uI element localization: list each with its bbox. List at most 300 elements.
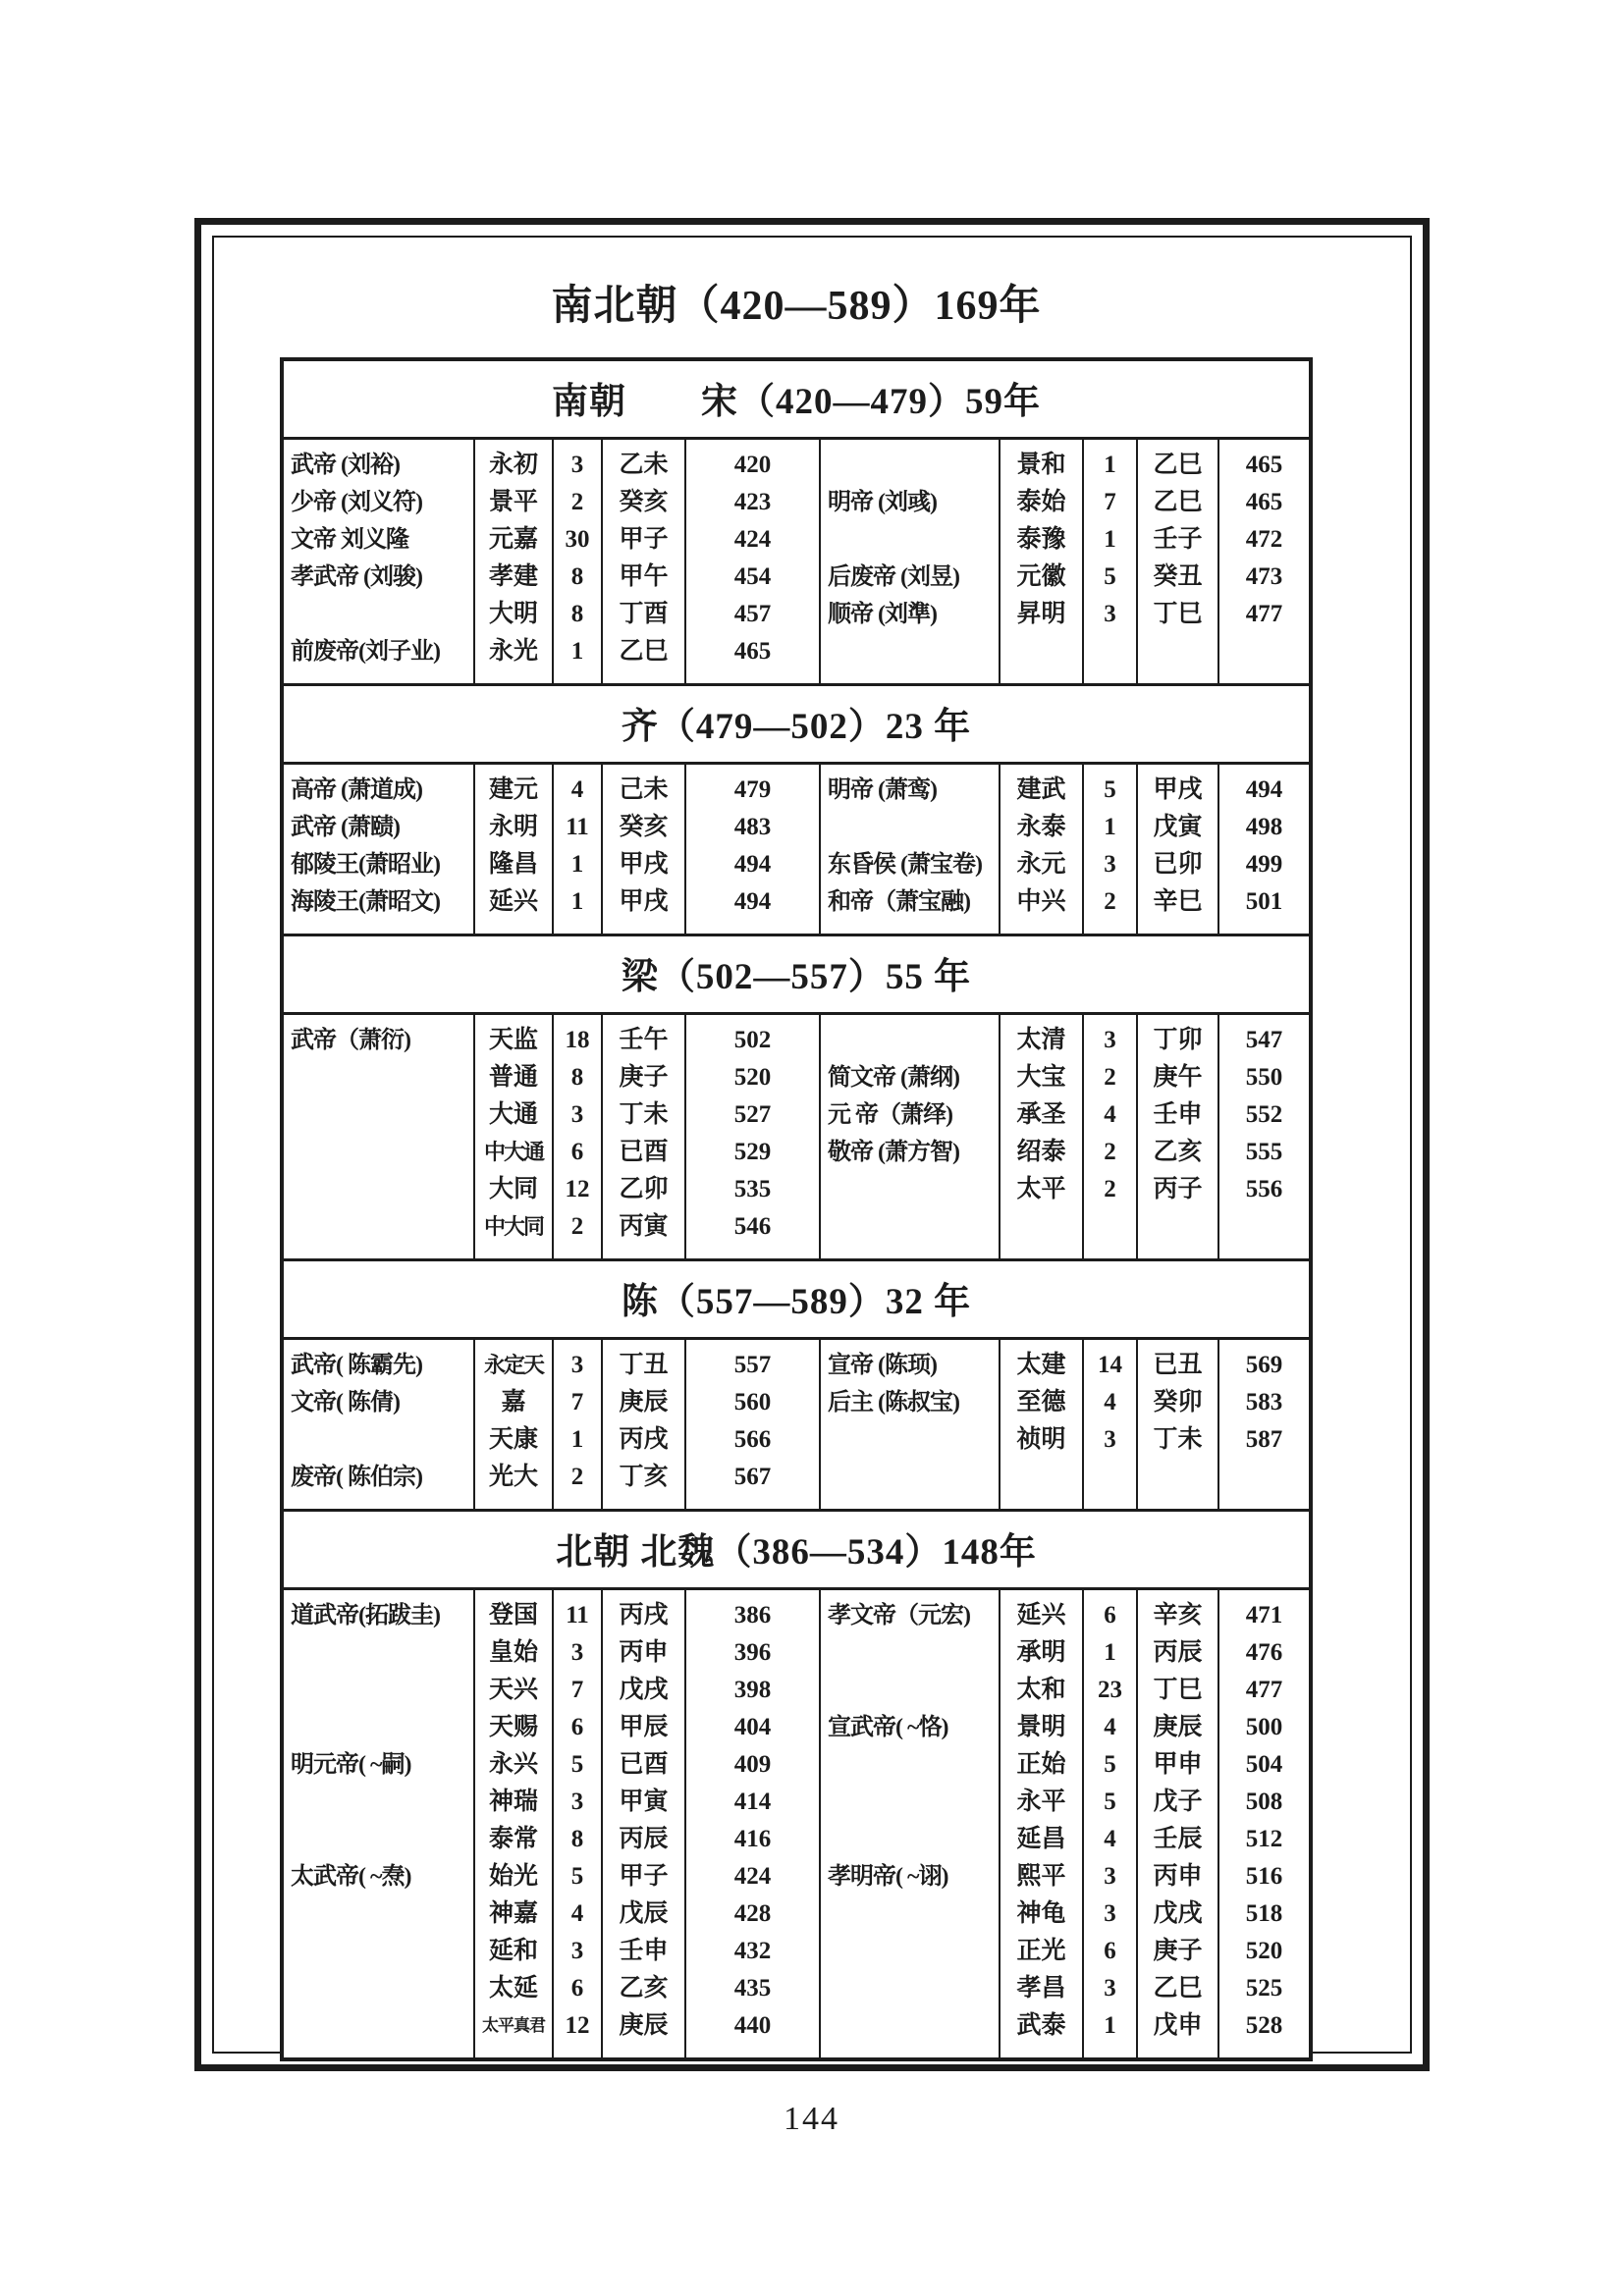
ganzhi-cell: 乙卯 [619, 1176, 669, 1202]
era-cell: 神瑞 [488, 1789, 538, 1815]
emperor-cell [284, 1421, 473, 1459]
year-cell: 550 [1245, 1064, 1283, 1091]
year-cell: 587 [1245, 1426, 1283, 1453]
num-column [1082, 1590, 1136, 2057]
num-cell: 3 [570, 1639, 584, 1666]
ganzhi-cell: 乙巳 [1153, 1975, 1203, 2002]
era-cell: 景平 [488, 489, 538, 515]
emperor-cell [821, 1821, 999, 1858]
emperor-cell [821, 1421, 999, 1459]
emperor-column [819, 1340, 999, 1509]
year-cell: 529 [733, 1139, 772, 1165]
era-cell: 大同 [488, 1176, 538, 1202]
emperor-cell [821, 1672, 999, 1709]
beiwei-left-half [284, 1590, 819, 2057]
year-cell: 552 [1245, 1101, 1283, 1128]
era-cell: 承圣 [1016, 1101, 1066, 1128]
ganzhi-column [1136, 1590, 1217, 2057]
num-cell: 6 [570, 1139, 584, 1165]
year-column [684, 440, 819, 683]
qi-right-half [819, 765, 1309, 934]
num-cell: 2 [570, 1213, 584, 1240]
emperor-cell: 前废帝(刘子业) [291, 639, 440, 665]
num-cell: 1 [570, 888, 584, 915]
emperor-column [284, 1590, 473, 2057]
era-cell: 神龟 [1016, 1900, 1066, 1927]
year-cell: 471 [1245, 1602, 1283, 1629]
year-cell: 440 [733, 2012, 772, 2039]
num-cell: 14 [1098, 1352, 1122, 1378]
ganzhi-column [601, 1340, 684, 1509]
emperor-cell: 明帝 (萧鸾) [828, 777, 937, 803]
emperor-cell: 明帝 (刘彧) [828, 490, 937, 515]
ganzhi-cell: 丙申 [1153, 1863, 1203, 1890]
section-beiwei [284, 1509, 1309, 2057]
emperor-cell: 后主 (陈叔宝) [828, 1390, 959, 1415]
num-cell: 1 [1104, 452, 1116, 478]
emperor-cell: 少帝 (刘义符) [291, 490, 422, 515]
year-column [1217, 1340, 1309, 1509]
emperor-cell [821, 2007, 999, 2045]
year-cell: 428 [733, 1900, 772, 1927]
emperor-cell: 高帝 (萧道成) [291, 777, 422, 803]
year-cell: 547 [1245, 1027, 1283, 1053]
num-cell: 2 [1104, 1139, 1116, 1165]
year-cell: 476 [1245, 1639, 1283, 1666]
num-cell: 12 [565, 2012, 590, 2039]
emperor-cell [821, 1784, 999, 1821]
ganzhi-column [601, 1015, 684, 1258]
ganzhi-cell: 已卯 [1153, 851, 1203, 878]
year-cell: 454 [733, 563, 772, 590]
era-column [473, 1340, 552, 1509]
era-cell: 昇明 [1016, 601, 1066, 627]
emperor-cell [821, 1970, 999, 2007]
emperor-cell: 宣武帝( ~恪) [828, 1715, 948, 1740]
emperor-cell [821, 1896, 999, 1933]
era-cell: 永兴 [488, 1751, 538, 1778]
num-column [552, 765, 601, 934]
year-cell: 457 [733, 601, 772, 627]
num-column [552, 440, 601, 683]
year-cell: 525 [1245, 1975, 1283, 2002]
year-cell: 386 [733, 1602, 772, 1629]
ganzhi-column [1136, 1015, 1217, 1258]
num-cell: 30 [565, 526, 590, 553]
ganzhi-cell: 丙辰 [619, 1826, 669, 1852]
ganzhi-cell: 戊辰 [619, 1900, 669, 1927]
ganzhi-cell: 戊戌 [619, 1677, 669, 1703]
ganzhi-cell: 丙寅 [619, 1213, 669, 1240]
num-cell: 18 [565, 1027, 590, 1053]
num-cell: 8 [570, 601, 584, 627]
year-cell: 396 [733, 1639, 772, 1666]
era-cell: 太延 [488, 1975, 538, 2002]
era-column [999, 1340, 1082, 1509]
emperor-cell [284, 1634, 473, 1672]
ganzhi-cell: 已丑 [1153, 1352, 1203, 1378]
era-column [473, 1590, 552, 2057]
year-cell: 424 [733, 1863, 772, 1890]
emperor-column [819, 440, 999, 683]
num-cell: 4 [1104, 1826, 1116, 1852]
ganzhi-cell: 戊子 [1153, 1789, 1203, 1815]
era-cell: 永定天 [483, 1353, 543, 1377]
year-cell: 414 [733, 1789, 772, 1815]
emperor-column [284, 765, 473, 934]
num-column [552, 1590, 601, 2057]
emperor-cell: 武帝（萧衍) [291, 1028, 410, 1053]
year-cell: 472 [1245, 526, 1283, 553]
num-cell: 1 [570, 851, 584, 878]
ganzhi-cell: 辛亥 [1153, 1602, 1203, 1629]
ganzhi-cell: 甲辰 [619, 1714, 669, 1740]
num-column [1082, 1015, 1136, 1258]
era-cell: 孝昌 [1016, 1975, 1066, 2002]
ganzhi-cell: 甲寅 [619, 1789, 669, 1815]
emperor-cell [284, 1208, 473, 1246]
emperor-cell: 道武帝(拓跋圭) [291, 1603, 440, 1629]
num-cell: 1 [570, 1426, 584, 1453]
era-cell: 元徽 [1016, 563, 1066, 590]
ganzhi-cell: 已酉 [619, 1751, 669, 1778]
page-number: 144 [784, 2101, 839, 2137]
emperor-cell: 东昏侯 (萧宝卷) [828, 852, 982, 878]
ganzhi-cell: 丙申 [619, 1639, 669, 1666]
year-cell: 465 [1245, 489, 1283, 515]
era-cell: 天兴 [488, 1677, 538, 1703]
emperor-cell [821, 1634, 999, 1672]
ganzhi-column [601, 1590, 684, 2057]
era-cell: 中大通 [483, 1140, 543, 1164]
emperor-cell [821, 1022, 999, 1059]
year-column [684, 1590, 819, 2057]
ganzhi-cell: 甲申 [1153, 1751, 1203, 1778]
era-cell: 至德 [1016, 1389, 1066, 1415]
emperor-cell: 孝明帝( ~诩) [828, 1864, 948, 1890]
emperor-cell: 太武帝( ~焘) [291, 1864, 411, 1890]
num-cell: 1 [1104, 814, 1116, 840]
ganzhi-cell: 戊寅 [1153, 814, 1203, 840]
emperor-column [819, 1015, 999, 1258]
year-cell: 409 [733, 1751, 772, 1778]
emperor-cell: 和帝（萧宝融) [828, 889, 970, 915]
ganzhi-cell: 丁巳 [1153, 1677, 1203, 1703]
num-cell: 5 [570, 1751, 584, 1778]
era-cell: 正始 [1016, 1751, 1066, 1778]
song-left-half [284, 440, 819, 683]
num-cell: 8 [570, 1826, 584, 1852]
year-cell: 535 [733, 1176, 772, 1202]
page-content [280, 273, 1313, 2061]
num-cell: 4 [570, 776, 584, 803]
era-column [473, 440, 552, 683]
year-cell: 465 [1245, 452, 1283, 478]
ganzhi-cell: 壬子 [1153, 526, 1203, 553]
song-right-half [819, 440, 1309, 683]
era-cell: 太平真君 [482, 2016, 545, 2035]
era-cell: 绍泰 [1016, 1139, 1066, 1165]
era-cell: 天监 [488, 1027, 538, 1053]
year-cell: 423 [733, 489, 772, 515]
num-column [1082, 440, 1136, 683]
era-cell: 承明 [1016, 1639, 1066, 1666]
emperor-cell: 文帝 刘义隆 [291, 527, 408, 553]
era-cell: 神嘉 [488, 1900, 538, 1927]
num-cell: 23 [1098, 1677, 1122, 1703]
year-cell: 546 [733, 1213, 772, 1240]
era-cell: 天康 [488, 1426, 538, 1453]
num-cell: 3 [1104, 1975, 1116, 2002]
year-cell: 494 [1245, 776, 1283, 803]
num-cell: 1 [1104, 1639, 1116, 1666]
ganzhi-cell: 癸卯 [1153, 1389, 1203, 1415]
num-cell: 3 [1104, 601, 1116, 627]
era-cell: 中大同 [483, 1214, 543, 1239]
emperor-column [284, 440, 473, 683]
emperor-cell [284, 1134, 473, 1171]
year-column [1217, 765, 1309, 934]
ganzhi-cell: 乙巳 [1153, 452, 1203, 478]
num-cell: 6 [1104, 1938, 1116, 1964]
emperor-cell: 废帝( 陈伯宗) [291, 1465, 422, 1490]
ganzhi-cell: 壬辰 [1153, 1826, 1203, 1852]
ganzhi-cell: 戊申 [1153, 2012, 1203, 2039]
emperor-cell [821, 447, 999, 484]
year-cell: 435 [733, 1975, 772, 2002]
section-title-qi: 齐（479—502）23 年 [284, 686, 1309, 765]
num-cell: 5 [1104, 776, 1116, 803]
emperor-cell [284, 1933, 473, 1970]
ganzhi-cell: 丁巳 [1153, 601, 1203, 627]
ganzhi-cell: 丙辰 [1153, 1639, 1203, 1666]
year-cell: 432 [733, 1938, 772, 1964]
era-cell: 泰豫 [1016, 526, 1066, 553]
ganzhi-cell: 壬申 [619, 1938, 669, 1964]
num-cell: 3 [1104, 1426, 1116, 1453]
num-cell: 3 [1104, 1863, 1116, 1890]
num-cell: 6 [1104, 1602, 1116, 1629]
emperor-cell [284, 1672, 473, 1709]
ganzhi-cell: 乙未 [619, 452, 669, 478]
era-column [999, 1015, 1082, 1258]
era-column [999, 765, 1082, 934]
section-title-beiwei: 北朝 北魏（386—534）148年 [284, 1512, 1309, 1590]
chen-right-half [819, 1340, 1309, 1509]
emperor-cell: 郁陵王(萧昭业) [291, 852, 440, 878]
emperor-cell: 海陵王(萧昭文) [291, 889, 440, 915]
ganzhi-cell: 壬午 [619, 1027, 669, 1053]
num-cell: 2 [1104, 1064, 1116, 1091]
year-column [1217, 1590, 1309, 2057]
chen-left-half [284, 1340, 819, 1509]
era-cell: 永光 [488, 638, 538, 665]
era-cell: 太平 [1016, 1176, 1066, 1202]
liang-right-half [819, 1015, 1309, 1258]
num-cell: 4 [1104, 1389, 1116, 1415]
num-cell: 5 [1104, 1751, 1116, 1778]
ganzhi-cell: 丁卯 [1153, 1027, 1203, 1053]
era-cell: 太和 [1016, 1677, 1066, 1703]
year-cell: 557 [733, 1352, 772, 1378]
section-title-song: 南朝 宋（420—479）59年 [284, 361, 1309, 440]
year-cell: 512 [1245, 1826, 1283, 1852]
num-cell: 3 [1104, 1027, 1116, 1053]
year-cell: 473 [1245, 563, 1283, 590]
era-cell: 天赐 [488, 1714, 538, 1740]
era-cell: 大明 [488, 601, 538, 627]
section-song [284, 361, 1309, 683]
era-cell: 泰常 [488, 1826, 538, 1852]
ganzhi-cell: 甲戌 [619, 851, 669, 878]
num-cell: 7 [1104, 489, 1116, 515]
year-cell: 398 [733, 1677, 772, 1703]
ganzhi-cell: 庚辰 [619, 2012, 669, 2039]
year-cell: 560 [733, 1389, 772, 1415]
era-cell: 永初 [488, 452, 538, 478]
year-cell: 518 [1245, 1900, 1283, 1927]
emperor-cell [821, 809, 999, 846]
num-column [552, 1015, 601, 1258]
era-cell: 景明 [1016, 1714, 1066, 1740]
ganzhi-cell: 辛巳 [1153, 888, 1203, 915]
ganzhi-cell: 乙亥 [619, 1975, 669, 2002]
num-cell: 2 [1104, 1176, 1116, 1202]
era-column [999, 440, 1082, 683]
emperor-cell: 文帝( 陈倩) [291, 1390, 400, 1415]
num-cell: 2 [1104, 888, 1116, 915]
era-cell: 延和 [488, 1938, 538, 1964]
emperor-cell: 宣帝 (陈顼) [828, 1353, 937, 1378]
ganzhi-cell: 丙戌 [619, 1602, 669, 1629]
year-cell: 555 [1245, 1139, 1283, 1165]
era-cell: 景和 [1016, 452, 1066, 478]
ganzhi-cell: 乙亥 [1153, 1139, 1203, 1165]
era-cell: 正光 [1016, 1938, 1066, 1964]
era-cell: 永明 [488, 814, 538, 840]
emperor-cell: 顺帝 (刘準) [828, 602, 937, 627]
year-cell: 508 [1245, 1789, 1283, 1815]
emperor-cell [284, 1096, 473, 1134]
num-cell: 8 [570, 1064, 584, 1091]
ganzhi-column [601, 765, 684, 934]
qi-left-half [284, 765, 819, 934]
year-cell: 498 [1245, 814, 1283, 840]
ganzhi-cell: 丙戌 [619, 1426, 669, 1453]
ganzhi-cell: 庚辰 [619, 1389, 669, 1415]
ganzhi-cell: 丁未 [1153, 1426, 1203, 1453]
num-cell: 7 [570, 1677, 584, 1703]
emperor-cell [821, 1171, 999, 1208]
emperor-cell [284, 1709, 473, 1746]
year-cell: 502 [733, 1027, 772, 1053]
ganzhi-cell: 庚子 [619, 1064, 669, 1091]
year-cell: 483 [733, 814, 772, 840]
ganzhi-cell: 甲戌 [619, 888, 669, 915]
ganzhi-cell: 乙巳 [619, 638, 669, 665]
year-cell: 494 [733, 888, 772, 915]
ganzhi-cell: 己未 [619, 776, 669, 803]
emperor-cell [821, 1746, 999, 1784]
era-cell: 大通 [488, 1101, 538, 1128]
emperor-cell [284, 1896, 473, 1933]
era-cell: 孝建 [488, 563, 538, 590]
ganzhi-cell: 庚辰 [1153, 1714, 1203, 1740]
era-cell: 大宝 [1016, 1064, 1066, 1091]
year-cell: 569 [1245, 1352, 1283, 1378]
emperor-cell [284, 1970, 473, 2007]
section-title-liang: 梁（502—557）55 年 [284, 936, 1309, 1015]
era-cell: 元嘉 [488, 526, 538, 553]
emperor-cell: 武帝( 陈霸先) [291, 1353, 422, 1378]
num-cell: 5 [570, 1863, 584, 1890]
era-cell: 泰始 [1016, 489, 1066, 515]
num-cell: 8 [570, 563, 584, 590]
num-column [552, 1340, 601, 1509]
num-cell: 12 [565, 1176, 590, 1202]
year-cell: 477 [1245, 601, 1283, 627]
year-cell: 477 [1245, 1677, 1283, 1703]
year-cell: 516 [1245, 1863, 1283, 1890]
emperor-column [819, 765, 999, 934]
ganzhi-cell: 甲午 [619, 563, 669, 590]
era-cell: 延兴 [1016, 1602, 1066, 1629]
era-cell: 永元 [1016, 851, 1066, 878]
ganzhi-cell: 癸亥 [619, 489, 669, 515]
year-cell: 520 [1245, 1938, 1283, 1964]
num-cell: 3 [1104, 851, 1116, 878]
num-column [1082, 1340, 1136, 1509]
emperor-cell [284, 2007, 473, 2045]
era-cell: 永平 [1016, 1789, 1066, 1815]
num-cell: 3 [1104, 1900, 1116, 1927]
era-cell: 中兴 [1016, 888, 1066, 915]
year-column [1217, 440, 1309, 683]
era-cell: 皇始 [488, 1639, 538, 1666]
emperor-cell: 武帝 (刘裕) [291, 453, 400, 478]
emperor-cell: 孝文帝（元宏) [828, 1603, 970, 1629]
ganzhi-cell: 甲子 [619, 1863, 669, 1890]
num-cell: 11 [566, 1602, 589, 1629]
num-cell: 2 [570, 1464, 584, 1490]
era-cell: 普通 [488, 1064, 538, 1091]
year-cell: 500 [1245, 1714, 1283, 1740]
year-cell: 501 [1245, 888, 1283, 915]
ganzhi-cell: 丁丑 [619, 1352, 669, 1378]
emperor-cell [284, 1821, 473, 1858]
ganzhi-cell: 壬申 [1153, 1101, 1203, 1128]
era-column [473, 1015, 552, 1258]
num-cell: 6 [570, 1714, 584, 1740]
year-column [684, 1015, 819, 1258]
ganzhi-column [1136, 440, 1217, 683]
ganzhi-cell: 丁亥 [619, 1464, 669, 1490]
num-cell: 4 [1104, 1101, 1116, 1128]
year-cell: 583 [1245, 1389, 1283, 1415]
num-cell: 7 [570, 1389, 584, 1415]
era-cell: 延昌 [1016, 1826, 1066, 1852]
ganzhi-cell: 丁未 [619, 1101, 669, 1128]
section-chen [284, 1258, 1309, 1509]
emperor-column [284, 1340, 473, 1509]
emperor-cell [284, 1171, 473, 1208]
era-column [473, 765, 552, 934]
year-cell: 404 [733, 1714, 772, 1740]
year-cell: 556 [1245, 1176, 1283, 1202]
num-cell: 3 [570, 1938, 584, 1964]
ganzhi-column [1136, 765, 1217, 934]
era-cell: 建元 [488, 776, 538, 803]
